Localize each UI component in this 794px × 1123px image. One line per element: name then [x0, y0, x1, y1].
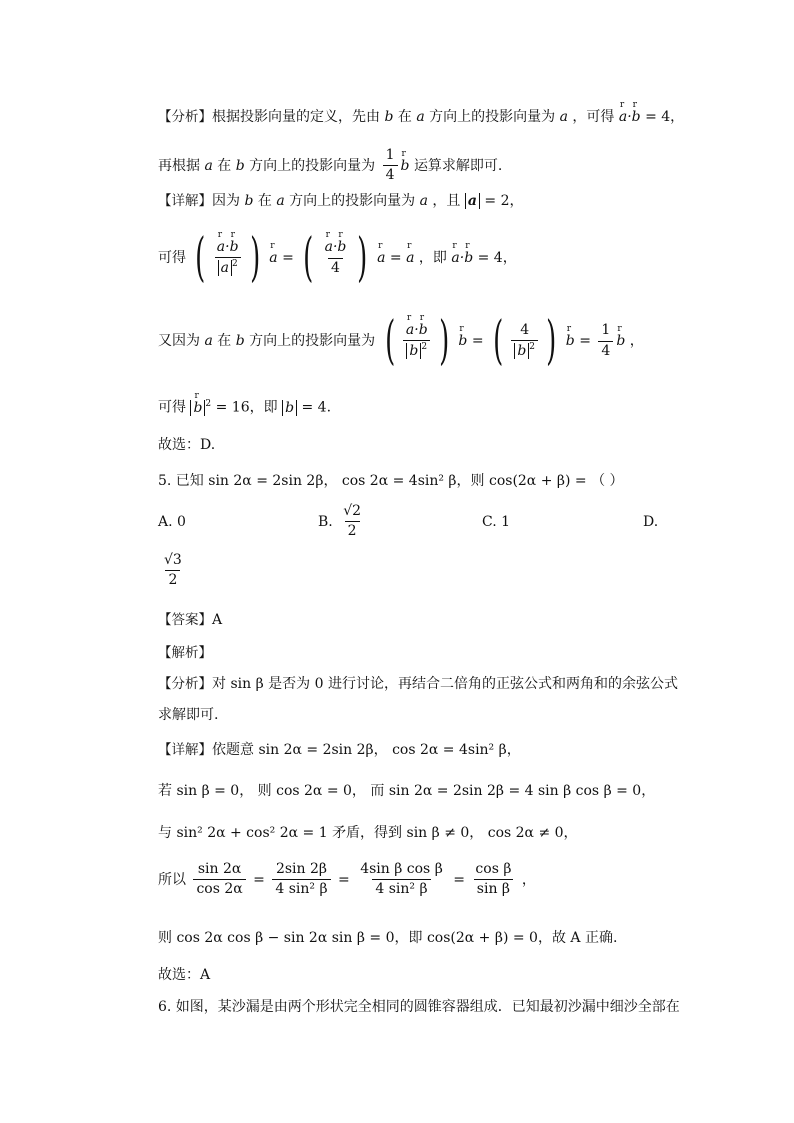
- q6-stem: 6. 如图，某沙漏是由两个形状完全相同的圆锥容器组成．已知最初沙漏中细沙全部在: [158, 999, 680, 1015]
- q5-detail-line1: 【详解】依题意 sin 2α = 2sin 2β， cos 2α = 4sin² β，: [158, 742, 521, 758]
- q5-detail-line2: 若 sin β = 0， 则 cos 2α = 0， 而 sin 2α = 2sin 2β = 4 sin β cos β = 0，: [158, 783, 656, 799]
- q4-detail-line3: 又因为 a 在 b 方向上的投影向量为 ( r $\frac{\text{a·r b}}{b ^2}$ ) r b = ( $\frac{4}{b ^2}$ ) r b = $\frac{1}{4}$ r b ，: [158, 315, 644, 367]
- q4-final-answer: 故选：D.: [158, 437, 216, 453]
- choice-d-value: $\frac{√3}{2}$: [164, 552, 182, 589]
- q4-detail-line2: 可得 ( r $\frac{\text{a·r b}}{a ^2}$ ) r a = ( r $\frac{\text{a·r b}}{4}$ ) r a = r a ，即 r a·r b = 4，: [158, 232, 517, 284]
- projection-formula-a: ( r $\frac{\text{a·r b}}{a ^2}$ ): [190, 232, 264, 284]
- q5-detail-line3: 与 sin² 2α + cos² 2α = 1 矛盾，得到 sin β ≠ 0， cos 2α ≠ 0，: [158, 825, 578, 841]
- choice-d[interactable]: D.: [643, 514, 659, 530]
- q5-detail-line4: 所以 $\frac{\sin 2\alpha}{\cos 2\alpha}$ = $\frac{2\sin 2\beta}{\text{4 sin² β}}$ = $\frac{\text{4sin β cos β}}{\text{4 sin² β}}$ = $\frac{\text{cos β}}{\text{sin β}}$ ，: [158, 861, 536, 898]
- magnitude-b: b: [282, 400, 297, 416]
- q4-analysis-line2: 再根据 a 在 b 方向上的投影向量为 $\frac{1}{4}$ r b 运算求解即可.: [158, 148, 502, 184]
- choice-b[interactable]: B. $\frac{√2}{2}$: [318, 503, 362, 540]
- vector-a: a: [416, 109, 425, 125]
- detail-tag: 【详解】: [158, 193, 212, 209]
- magnitude-a: a: [465, 193, 480, 209]
- vector-b: b: [384, 109, 394, 125]
- q5-analysis-line2: 求解即可.: [158, 707, 219, 723]
- q5-stem: 5. 已知 sin 2α = 2sin 2β， cos 2α = 4sin² β，则 cos(2α + β) = （ ）: [158, 473, 624, 489]
- q4-detail-line1: 【详解】因为 b 在 a 方向上的投影向量为 a ，且 a = 2，: [158, 193, 524, 209]
- q5-answer: 【答案】A: [158, 612, 223, 628]
- q5-detail-line5: 则 cos 2α cos β − sin 2α sin β = 0，即 cos(2α + β) = 0，故 A 正确.: [158, 930, 618, 946]
- q5-analysis-line1: 【分析】对 sin β 是否为 0 进行讨论，再结合二倍角的正弦公式和两角和的余弦公式: [158, 676, 678, 692]
- q5-jiexi: 【解析】: [158, 645, 212, 661]
- q4-detail-line4: 可得 r b $^2$ = 16，即 b = 4.: [158, 400, 331, 415]
- magnitude-b-squared: r b: [190, 400, 205, 416]
- q4-analysis-line1: 【分析】根据投影向量的定义，先由 b 在 a 方向上的投影向量为 a ，可得 r a·r b = 4，: [158, 110, 684, 125]
- dot-product-ab: r a·r b: [619, 109, 641, 125]
- q5-final: 故选：A: [158, 967, 211, 983]
- fraction-one-quarter: $\frac{1}{4}$: [383, 148, 398, 184]
- projection-formula-b: ( r $\frac{\text{a·r b}}{b ^2}$ ): [380, 315, 454, 367]
- choice-a[interactable]: A. 0: [158, 514, 186, 530]
- choice-c[interactable]: C. 1: [482, 514, 511, 530]
- analysis-tag: 【分析】: [158, 109, 212, 125]
- vector-a: a: [559, 109, 568, 125]
